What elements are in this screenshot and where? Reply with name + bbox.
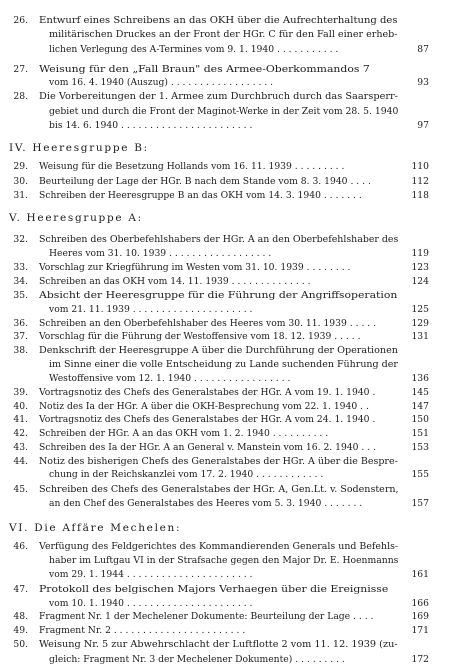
page-number: 123 [411, 262, 429, 273]
entry-text-line: Heeres vom 31. 10. 1939 . . . . . . . . . . . . . . . . . . [49, 248, 272, 259]
entry-number: 46. [13, 541, 28, 552]
entry-text-line: bis 14. 6. 1940 . . . . . . . . . . . . . . . . . . . . . . . [49, 120, 253, 131]
section-numeral: VI. [9, 522, 30, 534]
entry-number: 35. [13, 290, 28, 301]
entry-text-line: Westoffensive vom 12. 1. 1940 . . . . . . . . . . . . . . . . . [49, 373, 291, 384]
page-number: 161 [411, 569, 429, 580]
entry-number: 37. [13, 331, 28, 342]
entry-text-line: Fragment Nr. 2 . . . . . . . . . . . . . . . . . . . . . . . [39, 625, 246, 636]
section-title: Heeresgruppe A: [26, 212, 143, 224]
page-number: 166 [411, 598, 429, 609]
entry-number: 41. [13, 414, 28, 425]
entry-text-line: Vorschlag zur Kriegführung im Westen vom 31. 10. 1939 . . . . . . . . [39, 262, 351, 273]
page-number: 147 [411, 401, 429, 412]
section-numeral: IV. [9, 142, 28, 154]
page-number: 155 [411, 469, 429, 480]
page-number: 125 [411, 304, 429, 315]
entry-text-line: Entwurf eines Schreibens an das OKH über die Aufrechterhaltung des [39, 15, 398, 26]
entry-number: 34. [13, 276, 28, 287]
entry-number: 47. [13, 584, 28, 595]
page-number: 112 [411, 176, 429, 187]
entry-text-line: Schreiben des Ia der HGr. A an General v. Manstein vom 16. 2. 1940 . . . [39, 442, 377, 453]
page-number: 129 [411, 318, 429, 329]
entry-number: 38. [13, 345, 28, 356]
entry-number: 42. [13, 428, 28, 439]
entry-text-line: Schreiben der HGr. A an das OKH vom 1. 2. 1940 . . . . . . . . . . [39, 428, 329, 439]
entry-text-line: Notiz des bisherigen Chefs des Generalstabes der HGr. A über die Bespre- [39, 456, 398, 467]
page-number: 157 [411, 498, 429, 509]
entry-text-line: an den Chef des Generalstabes des Heeres vom 5. 3. 1940 . . . . . . . [49, 498, 363, 509]
page-number: 153 [411, 442, 429, 453]
entry-text-line: Protokoll des belgischen Majors Verhaegen über die Ereignisse [39, 584, 389, 595]
entry-number: 29. [13, 161, 28, 172]
entry-text-line: Vorschlag für die Führung der Westoffensive vom 18. 12. 1939 . . . . . [39, 331, 361, 342]
entry-text-line: vom 29. 1. 1944 . . . . . . . . . . . . . . . . . . . . . . [49, 569, 253, 580]
entry-text-line: lichen Verlegung des A-Termines vom 9. 1. 1940 . . . . . . . . . . . [49, 44, 339, 55]
entry-number: 32. [13, 234, 28, 245]
page-number: 150 [411, 414, 429, 425]
entry-text-line: Weisung für den „Fall Braun" des Armee-Oberkommandos 7 [39, 64, 370, 75]
entry-number: 40. [13, 401, 28, 412]
page-number: 110 [411, 161, 429, 172]
entry-text-line: Schreiben an das OKH vom 14. 11. 1939 . . . . . . . . . . . . . . [39, 276, 311, 287]
entry-text-line: Schreiben der Heeresgruppe B an das OKH vom 14. 3. 1940 . . . . . . . [39, 190, 362, 201]
page-number: 97 [417, 120, 429, 131]
entry-text-line: Absicht der Heeresgruppe für die Führung der Angriffsoperation [39, 290, 398, 301]
entry-number: 30. [13, 176, 28, 187]
page-number: 136 [411, 373, 429, 384]
page-number: 151 [411, 428, 429, 439]
section-title: Die Affäre Mechelen: [34, 522, 182, 534]
page-number: 169 [411, 611, 429, 622]
entry-text-line: militärischen Druckes an der Front der HGr. C für den Fall einer erheb- [49, 29, 398, 40]
entry-number: 31. [13, 190, 28, 201]
entry-text-line: Vortragsnotiz des Chefs des Generalstabes der HGr. A vom 19. 1. 1940 . [39, 387, 376, 398]
entry-text-line: Weisung Nr. 5 zur Abwehrschlacht der Luftflotte 2 vom 11. 12. 1939 (zu- [39, 639, 398, 650]
entry-text-line: vom 16. 4. 1940 (Auszug) . . . . . . . . . . . . . . . . . . [49, 77, 274, 88]
entry-text-line: Die Vorbereitungen der 1. Armee zum Durchbruch durch das Saarsperr- [39, 91, 398, 102]
section-numeral: V. [9, 212, 22, 224]
section-title: Heeresgruppe B: [32, 142, 149, 154]
entry-number: 33. [13, 262, 28, 273]
entry-number: 44. [13, 456, 28, 467]
entry-text-line: Schreiben des Chefs des Generalstabes der HGr. A, Gen.Lt. v. Sodenstern, [39, 484, 399, 495]
entry-text-line: chung in der Reichskanzlei vom 17. 2. 1940 . . . . . . . . . . . . [49, 469, 324, 480]
page-number: 131 [411, 331, 429, 342]
entry-text-line: Fragment Nr. 1 der Mechelener Dokumente: Beurteilung der Lage . . . . [39, 611, 374, 622]
entry-number: 27. [13, 64, 28, 75]
entry-text-line: Schreiben an den Oberbefehlshaber des Heeres vom 30. 11. 1939 . . . . . [39, 318, 377, 329]
entry-text-line: Vortragsnotiz des Chefs des Generalstabes der HGr. A vom 24. 1. 1940 . [39, 414, 376, 425]
entry-text-line: Beurteilung der Lage der HGr. B nach dem Stande vom 8. 3. 1940 . . . . [39, 176, 371, 187]
entry-text-line: haber im Luftgau VI in der Strafsache gegen den Major Dr. E. Hoenmanns [49, 555, 399, 566]
entry-text-line: Weisung für die Besetzung Hollands vom 16. 11. 1939 . . . . . . . . . [39, 161, 345, 172]
entry-text-line: Denkschrift der Heeresgruppe A über die Durchführung der Operationen [39, 345, 398, 356]
entry-number: 45. [13, 484, 28, 495]
entry-number: 39. [13, 387, 28, 398]
page-number: 145 [411, 387, 429, 398]
entry-text-line: Schreiben des Oberbefehlshabers der HGr. A an den Oberbefehlshaber des [39, 234, 399, 245]
entry-text-line: gleich: Fragment Nr. 3 der Mechelener Dokumente) . . . . . . . . . [49, 654, 345, 665]
entry-number: 26. [13, 15, 28, 26]
page-number: 119 [411, 248, 429, 259]
entry-number: 49. [13, 625, 28, 636]
page-number: 172 [411, 654, 429, 665]
page-number: 93 [417, 77, 429, 88]
entry-number: 50. [13, 639, 28, 650]
page-number: 171 [411, 625, 429, 636]
page-number: 118 [411, 190, 429, 201]
entry-text-line: vom 10. 1. 1940 . . . . . . . . . . . . . . . . . . . . . . [49, 598, 253, 609]
page-number: 124 [411, 276, 429, 287]
entry-text-line: im Sinne einer die volle Entscheidung zu Lande suchenden Führung der [49, 359, 398, 370]
entry-number: 28. [13, 91, 28, 102]
entry-text-line: gebiet und durch die Front der Maginot-Werke in der Zeit vom 28. 5. 1940 [49, 106, 399, 117]
entry-number: 48. [13, 611, 28, 622]
entry-number: 43. [13, 442, 28, 453]
entry-number: 36. [13, 318, 28, 329]
page-number: 87 [417, 44, 429, 55]
entry-text-line: Notiz des Ia der HGr. A über die OKH-Besprechung vom 22. 1. 1940 . . [39, 401, 369, 412]
entry-text-line: vom 21. 11. 1939 . . . . . . . . . . . . . . . . . . . . . [49, 304, 253, 315]
entry-text-line: Verfügung des Feldgerichtes des Kommandierenden Generals und Befehls- [39, 541, 399, 552]
